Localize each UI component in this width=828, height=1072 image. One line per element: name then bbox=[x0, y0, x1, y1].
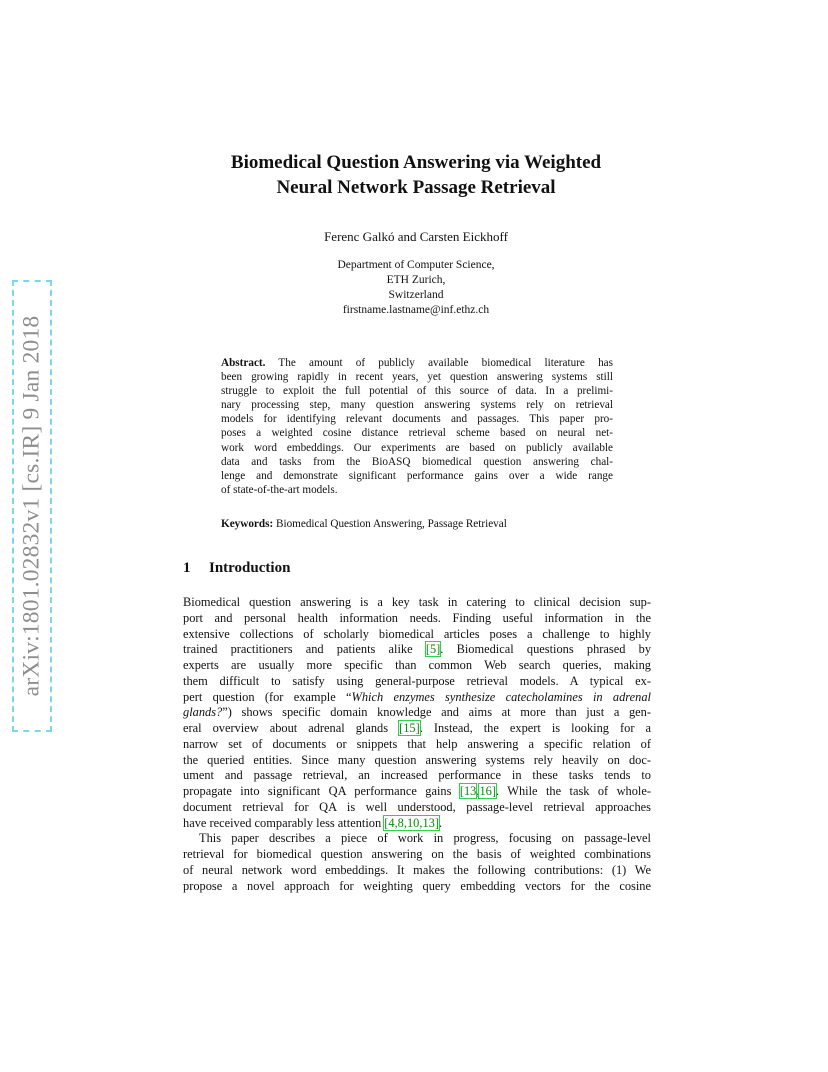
abstract-line: lenge and demonstrate significant performance gains over a wide range bbox=[221, 469, 613, 482]
abstract-line: work word embeddings. Our experiments are based on publicly available bbox=[221, 441, 613, 454]
body-line: of neural network word embeddings. It makes the following contributions: (1) We bbox=[183, 862, 651, 877]
citation-link[interactable]: [5] bbox=[425, 642, 441, 657]
body-line: eral overview about adrenal glands [15]. Instead, the expert is looking for a bbox=[183, 721, 651, 735]
affiliation-department: Department of Computer Science, bbox=[337, 259, 495, 271]
citation-link[interactable]: [4,8,10,13] bbox=[384, 815, 439, 830]
affiliation-institution: ETH Zurich, bbox=[386, 274, 446, 286]
section-number: 1 bbox=[183, 560, 191, 576]
body-line: retrieval for biomedical question answering on the basis of weighted combinations bbox=[183, 847, 651, 861]
citation-link[interactable]: 16] bbox=[479, 784, 496, 798]
abstract-line: struggle to exploit the full potential of this source of data. In a prelimi- bbox=[221, 385, 613, 398]
body-line: experts are usually more specific than common Web search queries, making bbox=[183, 658, 651, 672]
body-line: pert question (for example “Which enzymes synthesize catecholamines in adrenal bbox=[183, 689, 652, 704]
body-line: trained practitioners and patients alike [5]. Biomedical questions phrased by bbox=[183, 642, 652, 657]
body-line: propagate into significant QA performance gains [13,16]. While the task of whole- bbox=[183, 784, 651, 798]
abstract-line: been growing rapidly in recent years, yet question answering systems still bbox=[221, 371, 613, 384]
introduction-body bbox=[183, 595, 651, 894]
abstract-line: of state-of-the-art models. bbox=[221, 483, 338, 496]
keywords-label: Keywords: bbox=[221, 518, 274, 530]
title-line: Biomedical Question Answering via Weighted bbox=[230, 152, 602, 173]
body-line: port and personal health information needs. Finding useful information in the bbox=[183, 610, 651, 625]
citation-link[interactable]: [13 bbox=[459, 784, 477, 798]
body-line: Biomedical question answering is a key task in catering to clinical decision sup- bbox=[183, 595, 651, 609]
title-line: Neural Network Passage Retrieval bbox=[276, 177, 556, 198]
abstract-line: poses a weighted cosine distance retrieval scheme based on neural net- bbox=[221, 427, 613, 440]
affiliation bbox=[100, 258, 732, 318]
abstract bbox=[221, 356, 613, 497]
arxiv-identifier-stamp[interactable] bbox=[12, 280, 52, 732]
section-title: Introduction bbox=[209, 560, 291, 576]
arxiv-identifier-text: arXiv:1801.02832v1 [cs.IR] 9 Jan 2018 bbox=[18, 315, 45, 697]
authors: Ferenc Galkó and Carsten Eickhoff bbox=[324, 229, 508, 244]
keywords bbox=[221, 518, 613, 530]
body-line: have received comparably less attention [4,8,10,13]. bbox=[183, 815, 443, 830]
abstract-line: Abstract. The amount of publicly available biomedical literature has bbox=[221, 357, 613, 369]
body-line: extensive collections of scholarly biomedical articles poses a challenge to highly bbox=[183, 626, 651, 641]
affiliation-email: firstname.lastname@inf.ethz.ch bbox=[342, 304, 490, 316]
abstract-line: nary processing step, many question answering systems rely on retrieval bbox=[221, 399, 613, 412]
paper-title bbox=[100, 150, 732, 200]
abstract-line: models for identifying relevant documents and passages. This paper pro- bbox=[221, 413, 613, 426]
abstract-label: Abstract. bbox=[221, 357, 266, 369]
body-line: glands?”) shows specific domain knowledge and aims at more than just a gen- bbox=[183, 705, 651, 720]
section-heading bbox=[183, 560, 290, 577]
body-line: propose a novel approach for weighting query embedding vectors for the cosine bbox=[183, 878, 651, 893]
body-line: the queried entities. Since many question answering systems rely heavily on doc- bbox=[183, 752, 651, 767]
affiliation-country: Switzerland bbox=[388, 289, 444, 301]
citation-link[interactable]: [15] bbox=[399, 721, 420, 735]
body-line: This paper describes a piece of work in progress, focusing on passage-level bbox=[199, 831, 651, 846]
body-line: them difficult to satisfy using general-purpose retrieval models. A typical ex- bbox=[183, 673, 651, 688]
abstract-line: data and tasks from the BioASQ biomedical question answering chal- bbox=[221, 455, 613, 468]
body-line: ument and passage retrieval, an increased performance in these tasks tends to bbox=[183, 768, 651, 783]
keywords-text: Biomedical Question Answering, Passage Retrieval bbox=[276, 518, 507, 530]
body-line: narrow set of documents or snippets that help answering a specific relation of bbox=[183, 736, 651, 751]
body-line: document retrieval for QA is well understood, passage-level retrieval approaches bbox=[183, 799, 651, 814]
